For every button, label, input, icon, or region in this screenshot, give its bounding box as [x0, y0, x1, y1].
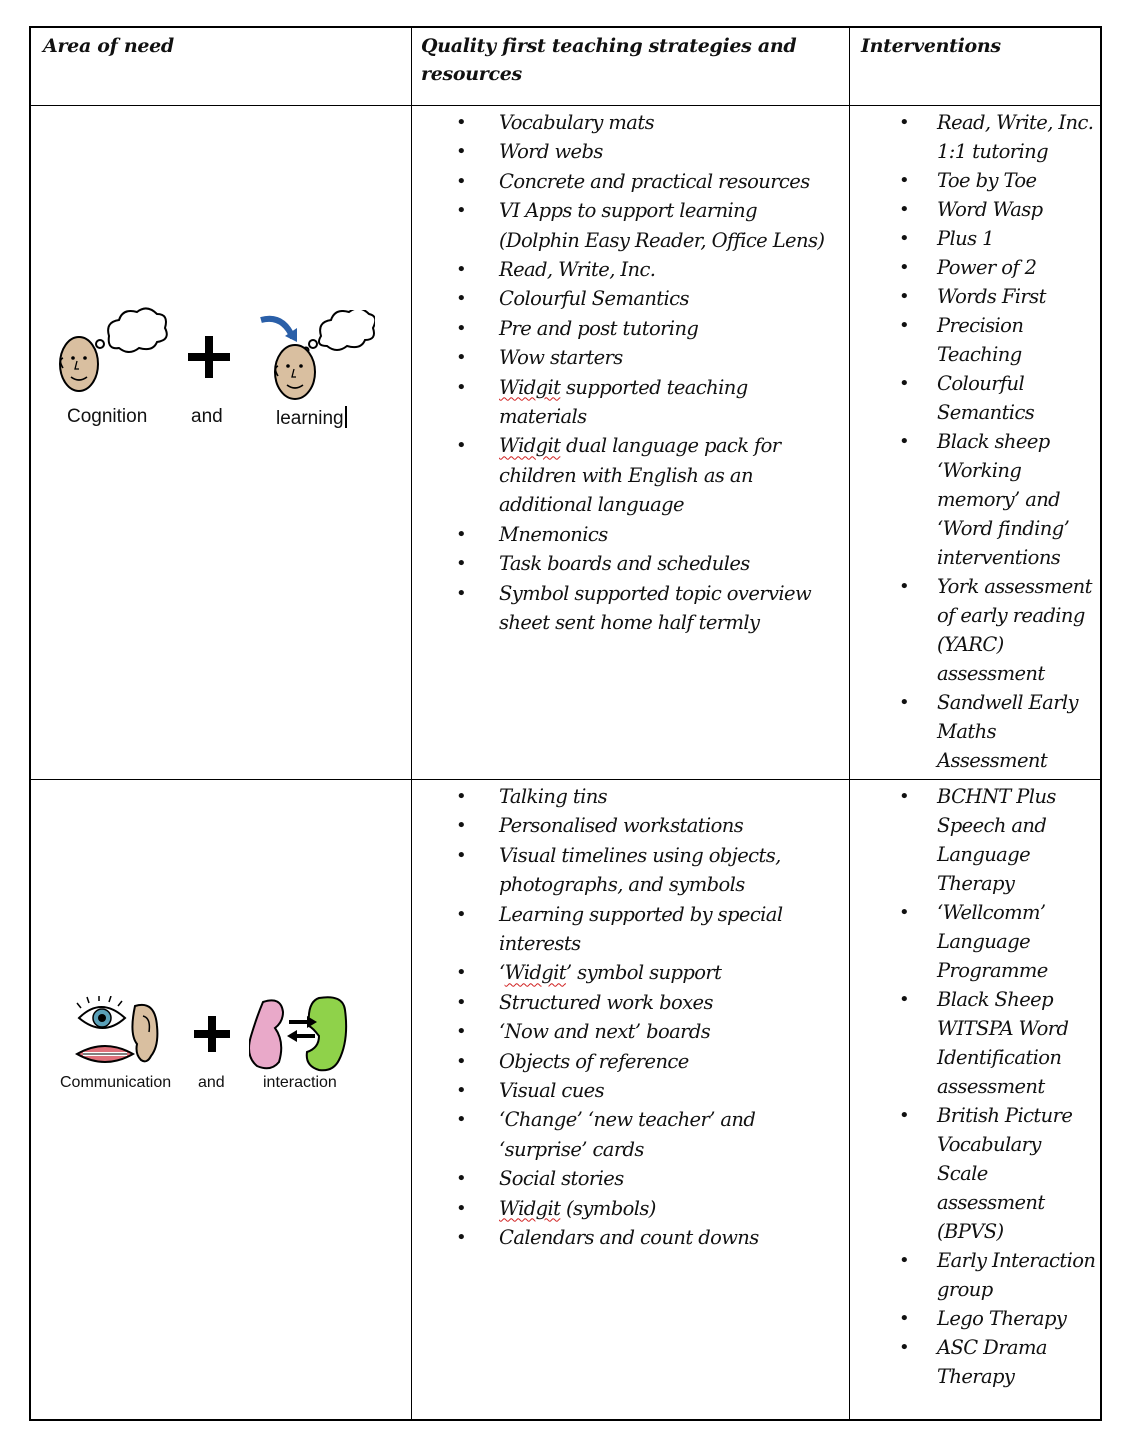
list-item: • ‘Now and next’ boards	[499, 1017, 839, 1046]
header-quality-first: Quality first teaching strategies and resources	[421, 35, 797, 85]
list-item: • ‘Wellcomm’ Language Programme	[937, 898, 1097, 985]
spellcheck-word: Widgit	[504, 961, 566, 985]
eye-icon	[73, 996, 163, 1076]
list-item: • British Picture Vocabulary Scale assessment (BPVS)	[937, 1101, 1097, 1246]
list-item: • Words First	[937, 282, 1097, 311]
head-with-arrow-thought-icon	[257, 310, 375, 406]
text-cursor	[345, 406, 347, 428]
list-item: • Read, Write, Inc.	[499, 255, 839, 284]
symbol-label-cognition: Cognition	[67, 406, 148, 427]
list-item: • Black Sheep WITSPA Word Identification assessment	[937, 985, 1097, 1101]
interventions-list-cognition	[937, 108, 1097, 775]
list-item: • York assessment of early reading (YARC) assessment	[937, 572, 1097, 688]
header-area-of-need: Area of need	[43, 35, 174, 57]
list-item: • Early Interaction group	[937, 1246, 1097, 1304]
symbol-label-and: and	[198, 1074, 225, 1091]
column-divider	[411, 28, 412, 1419]
list-item: • ASC Drama Therapy	[937, 1333, 1097, 1391]
list-item: • Read, Write, Inc. 1:1 tutoring	[937, 108, 1097, 166]
row-divider	[31, 105, 1100, 106]
spellcheck-word: Widgit	[499, 375, 561, 399]
list-item: • Widgit supported teaching materials	[499, 373, 839, 432]
list-item: • Toe by Toe	[937, 166, 1097, 195]
spellcheck-word: Widgit	[499, 1196, 561, 1220]
list-item: • Visual cues	[499, 1076, 839, 1105]
list-item: • Wow starters	[499, 343, 839, 372]
list-item: • Personalised workstations	[499, 811, 839, 840]
list-item: • Pre and post tutoring	[499, 314, 839, 343]
list-item: • Learning supported by special interests	[499, 900, 839, 959]
list-item: • Objects of reference	[499, 1047, 839, 1076]
list-item: • Word webs	[499, 137, 839, 166]
list-item: • Vocabulary mats	[499, 108, 839, 137]
list-item: • Visual timelines using objects, photographs, and symbols	[499, 841, 839, 900]
list-item: • BCHNT Plus Speech and Language Therapy	[937, 782, 1097, 898]
list-item: • Word Wasp	[937, 195, 1097, 224]
list-item: • Symbol supported topic overview sheet sent home half termly	[499, 579, 839, 638]
list-item: • Social stories	[499, 1164, 839, 1193]
symbol-label-learning: learning	[276, 408, 344, 429]
list-item: • Lego Therapy	[937, 1304, 1097, 1333]
list-item: • Power of 2	[937, 253, 1097, 282]
send-provision-table	[29, 26, 1102, 1421]
list-item: • Concrete and practical resources	[499, 167, 839, 196]
symbol-label-communication: Communication	[60, 1074, 172, 1091]
quality-first-list-communication	[499, 782, 839, 1253]
list-item: • Precision Teaching	[937, 311, 1097, 369]
list-item: • Talking tins	[499, 782, 839, 811]
list-item: • Colourful Semantics	[937, 369, 1097, 427]
list-item: • Widgit dual language pack for children with English as an additional language	[499, 431, 839, 519]
list-item: • ‘Widgit’ symbol support	[499, 958, 839, 987]
row-divider	[31, 779, 1100, 780]
symbol-label-interaction: interaction	[263, 1074, 337, 1091]
exchange-shapes-icon	[249, 994, 353, 1074]
interventions-list-communication	[937, 782, 1097, 1391]
list-item: • Colourful Semantics	[499, 284, 839, 313]
symbol-label-learning-wrap	[276, 406, 347, 430]
list-item: • ‘Change’ ‘new teacher’ and ‘surprise’ cards	[499, 1105, 839, 1164]
list-item: • Mnemonics	[499, 520, 839, 549]
head-with-thought-bubble-icon	[53, 306, 173, 402]
list-item: • Task boards and schedules	[499, 549, 839, 578]
symbol-label-and: and	[191, 406, 223, 427]
header-interventions: Interventions	[861, 35, 1001, 57]
list-item: • Widgit (symbols)	[499, 1194, 839, 1223]
plus-icon	[186, 334, 232, 380]
spellcheck-word: Widgit	[499, 434, 561, 458]
list-item: • Calendars and count downs	[499, 1223, 839, 1252]
list-item: • Black sheep ‘Working memory’ and ‘Word finding’ interventions	[937, 427, 1097, 572]
list-item: • Plus 1	[937, 224, 1097, 253]
list-item: • VI Apps to support learning (Dolphin Easy Reader, Office Lens)	[499, 196, 839, 255]
quality-first-list-cognition	[499, 108, 839, 637]
list-item: • Sandwell Early Maths Assessment	[937, 688, 1097, 775]
column-divider	[849, 28, 850, 1419]
plus-icon	[193, 1014, 231, 1054]
list-item: • Structured work boxes	[499, 988, 839, 1017]
